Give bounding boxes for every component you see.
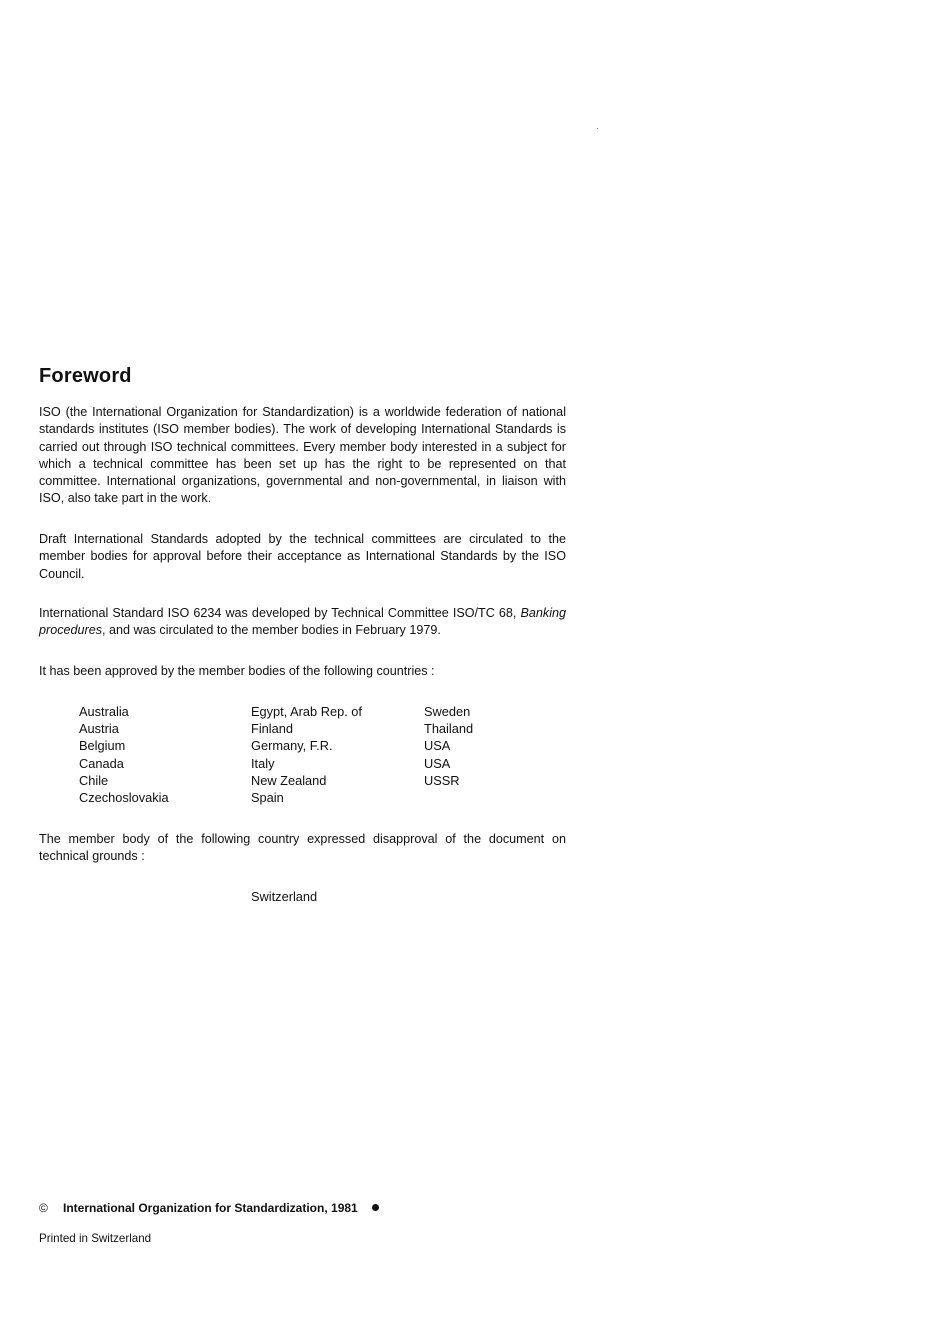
country-item: Germany, F.R.	[251, 738, 333, 754]
paragraph-iso-description: ISO (the International Organization for Standardization) is a worldwide federation of national standards institutes (ISO member bodies). The work of developing International Standards is carried out through ISO technical committees. Every member body interested in a subject for which a technical committee has been set up has the right to be represented on that committee. International organizations, governmental and non-governmental, in liaison with ISO, also take part in the work.	[39, 405, 566, 506]
country-item: Czechoslovakia	[79, 790, 169, 806]
country-item: Italy	[251, 755, 275, 771]
country-item: Belgium	[79, 738, 126, 754]
paragraph-approval: It has been approved by the member bodies of the following countries :	[39, 664, 435, 678]
copyright-line	[39, 1200, 379, 1216]
country-item: USSR	[424, 772, 460, 788]
paragraph-development	[39, 605, 566, 640]
country-item: Egypt, Arab Rep. of	[251, 704, 362, 719]
paragraph-disapproval: The member body of the following country expressed disapproval of the document on technical grounds :	[39, 832, 566, 864]
country-item: Finland	[251, 721, 293, 737]
development-text-start: International Standard ISO 6234 was developed by Technical Committee ISO/TC 68,	[39, 606, 521, 620]
committee-title: Banking procedures	[39, 606, 566, 638]
development-text-end: , and was circulated to the member bodies in February 1979.	[102, 623, 441, 638]
disapproving-country: Switzerland	[251, 889, 318, 904]
scan-speck	[597, 128, 598, 129]
country-item: Chile	[79, 772, 109, 788]
country-item: Spain	[251, 790, 284, 806]
country-item: Canada	[79, 755, 124, 771]
countries-column-2	[251, 703, 421, 806]
copyright-text: International Organization for Standardization, 1981	[63, 1201, 358, 1215]
paragraph-draft-standards: Draft International Standards adopted by the technical committees are circulated to the member bodies for approval before their acceptance as International Standards by the ISO Council.	[39, 532, 566, 581]
country-item: Sweden	[424, 704, 471, 719]
country-item: Australia	[79, 704, 129, 719]
country-item: Austria	[79, 721, 119, 737]
countries-column-1	[79, 703, 249, 806]
country-item: USA	[424, 755, 451, 771]
country-item: Thailand	[424, 721, 474, 737]
printed-in-note: Printed in Switzerland	[39, 1232, 152, 1245]
countries-column-3	[424, 703, 594, 789]
copyright-icon: ©	[39, 1201, 48, 1215]
bullet-dot-icon	[372, 1204, 379, 1211]
country-item: New Zealand	[251, 772, 327, 788]
country-item: USA	[424, 738, 451, 754]
page-title: Foreword	[39, 365, 132, 387]
